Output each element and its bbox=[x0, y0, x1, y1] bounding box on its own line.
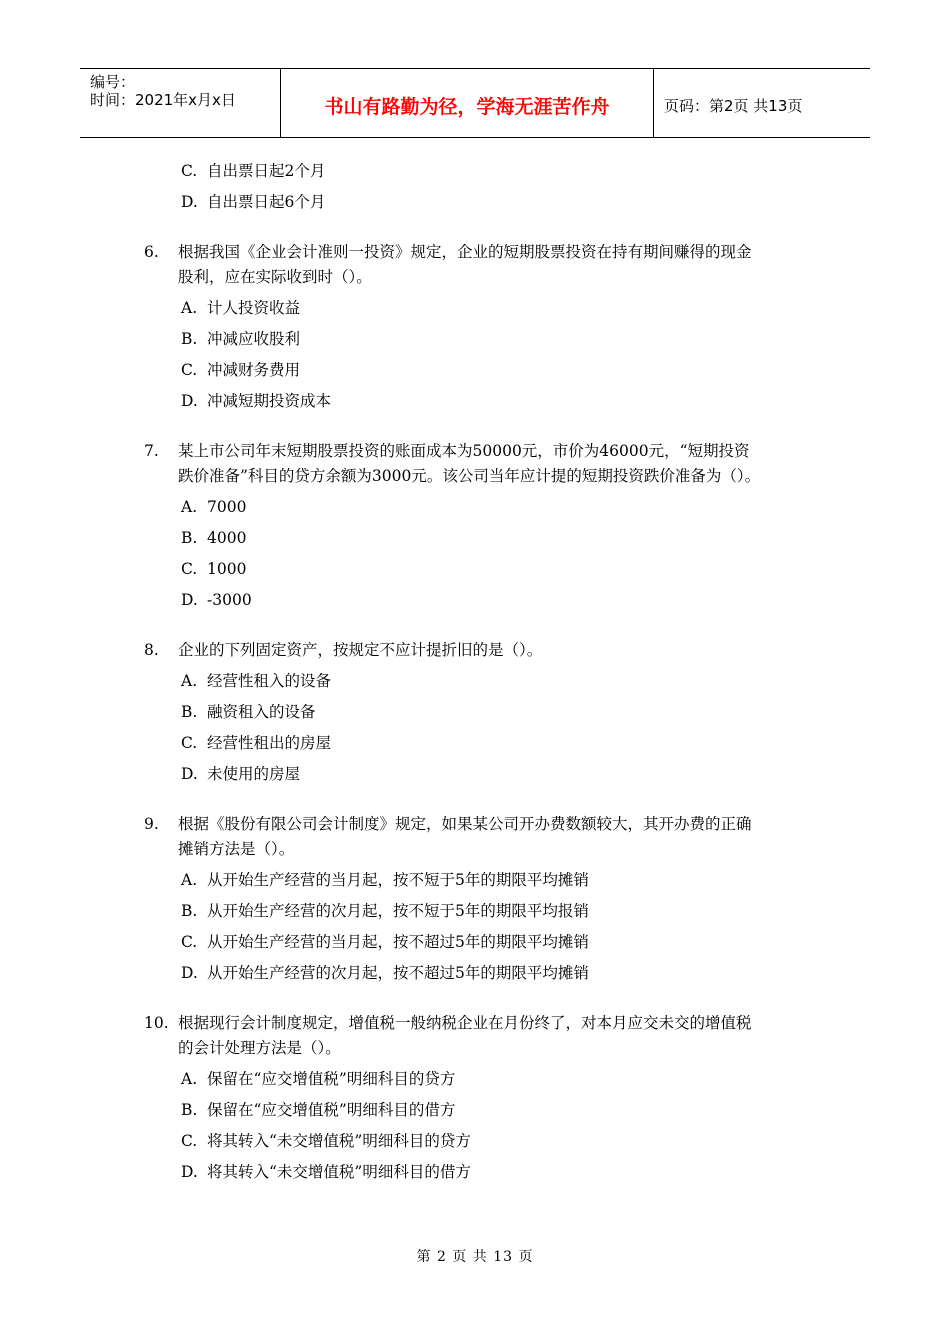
option-item: B. 保留在“应交增值税”明细科目的借方 bbox=[181, 1101, 456, 1119]
page-info: 页码：第2页 共13页 bbox=[664, 96, 803, 115]
question-text: 根据《股份有限公司会计制度》规定，如果某公司开办费数额较大，其开办费的正确 bbox=[178, 815, 752, 833]
option-item: B. 从开始生产经营的次月起，按不短于5年的期限平均报销 bbox=[181, 902, 589, 920]
question-text: 根据我国《企业会计准则一投资》规定，企业的短期股票投资在持有期间赚得的现金 bbox=[178, 243, 752, 261]
option-item: D. 冲减短期投资成本 bbox=[181, 392, 332, 410]
question-text: 企业的下列固定资产，按规定不应计提折旧的是（）。 bbox=[178, 641, 543, 659]
option-item: A. 经营性租入的设备 bbox=[181, 672, 332, 690]
header-middle-cell bbox=[281, 69, 654, 137]
question-number: 7. bbox=[144, 442, 159, 460]
question-text: 跌价准备”科目的贷方余额为3000元。该公司当年应计提的短期投资跌价准备为（）。 bbox=[178, 467, 761, 485]
question-text: 摊销方法是（）。 bbox=[178, 840, 295, 858]
option-item: B. 融资租入的设备 bbox=[181, 703, 316, 721]
option-item: C. 冲减财务费用 bbox=[181, 361, 301, 379]
question-number: 6. bbox=[144, 243, 159, 261]
option-item: D. 将其转入“未交增值税”明细科目的借方 bbox=[181, 1163, 471, 1181]
option-item: A. 计人投资收益 bbox=[181, 299, 301, 317]
question-text: 某上市公司年末短期股票投资的账面成本为50000元，市价为46000元，“短期投资 bbox=[178, 442, 750, 460]
motto: 书山有路勤为径，学海无涯苦作舟 bbox=[324, 95, 610, 118]
option-item: B. 冲减应收股利 bbox=[181, 330, 301, 348]
option-item: C. 经营性租出的房屋 bbox=[181, 734, 332, 752]
option-item: D. -3000 bbox=[181, 591, 252, 609]
question-number: 9. bbox=[144, 815, 159, 833]
option-item: C. 1000 bbox=[181, 560, 247, 578]
page-header bbox=[80, 68, 870, 138]
option-item: C. 从开始生产经营的当月起，按不超过5年的期限平均摊销 bbox=[181, 933, 589, 951]
option-item: A. 7000 bbox=[181, 498, 247, 516]
time-label: 时间：2021年x月x日 bbox=[90, 91, 236, 109]
option-item: D. 自出票日起6个月 bbox=[181, 193, 326, 211]
option-item: B. 4000 bbox=[181, 529, 247, 547]
option-item: A. 保留在“应交增值税”明细科目的贷方 bbox=[181, 1070, 456, 1088]
page-footer: 第 2 页 共 13 页 bbox=[416, 1249, 534, 1265]
header-right-cell bbox=[654, 69, 870, 137]
header-left-cell bbox=[80, 69, 281, 137]
question-number: 10. bbox=[144, 1014, 169, 1032]
question-text: 的会计处理方法是（）。 bbox=[178, 1039, 341, 1057]
option-item: C. 自出票日起2个月 bbox=[181, 162, 326, 180]
question-text: 股利，应在实际收到时（）。 bbox=[178, 268, 372, 286]
number-label: 编号： bbox=[90, 73, 136, 91]
option-item: A. 从开始生产经营的当月起，按不短于5年的期限平均摊销 bbox=[181, 871, 589, 889]
option-item: D. 未使用的房屋 bbox=[181, 765, 301, 783]
question-number: 8. bbox=[144, 641, 159, 659]
question-text: 根据现行会计制度规定，增值税一般纳税企业在月份终了，对本月应交未交的增值税 bbox=[178, 1014, 752, 1032]
option-item: D. 从开始生产经营的次月起，按不超过5年的期限平均摊销 bbox=[181, 964, 589, 982]
option-item: C. 将其转入“未交增值税”明细科目的贷方 bbox=[181, 1132, 471, 1150]
